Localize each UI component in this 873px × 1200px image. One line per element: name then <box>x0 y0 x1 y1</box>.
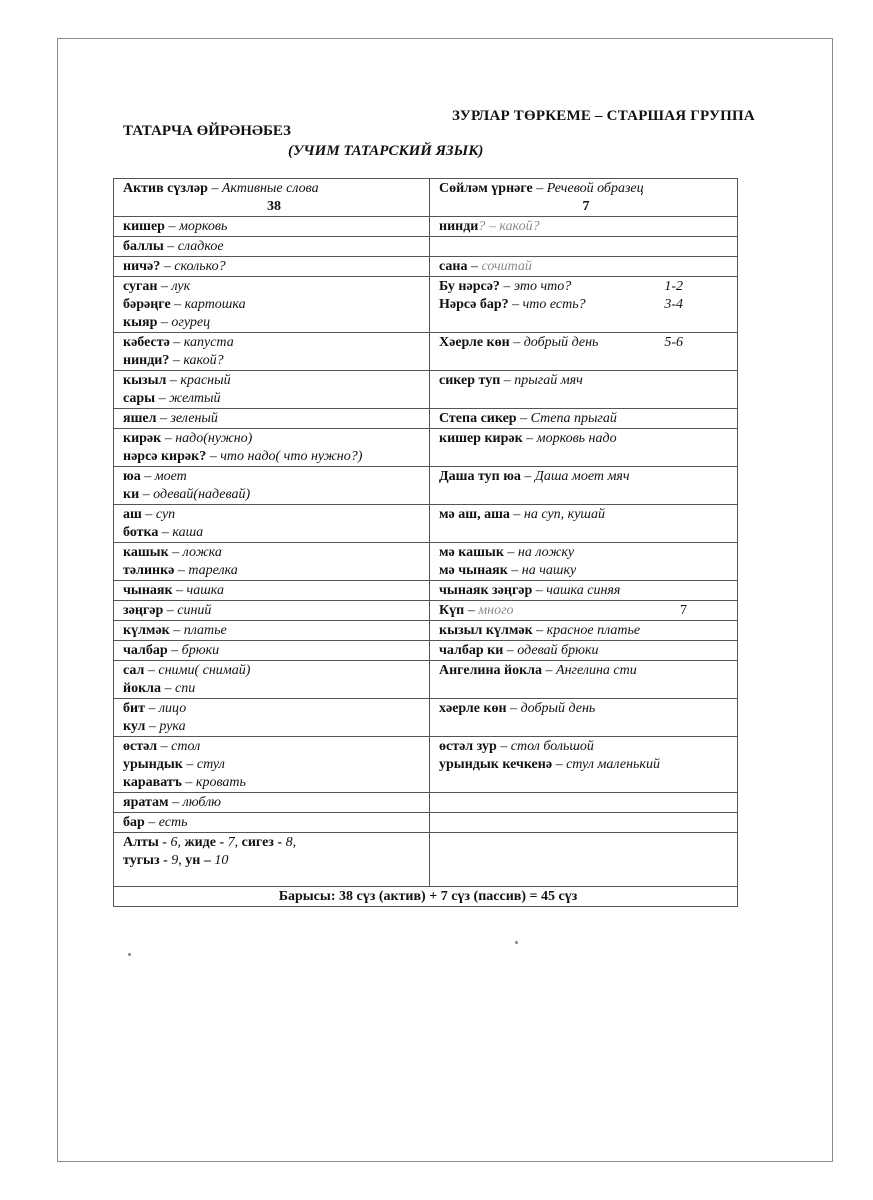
document-title: ТАТАРЧА ӨЙРӘНӘБЕЗ <box>123 123 291 139</box>
scan-speck <box>128 953 131 956</box>
speech-sample-count: 7 <box>582 199 590 214</box>
document-subtitle: (УЧИМ ТАТАРСКИЙ ЯЗЫК) <box>288 143 484 159</box>
table-row: кызыл – красный сары – желтый сикер туп – прыгай мяч <box>114 371 738 409</box>
table-row: яратам – люблю <box>114 793 738 813</box>
table-row: чынаяк – чашка чынаяк зәңгәр – чашка синяя <box>114 581 738 601</box>
table-header-row <box>114 179 738 217</box>
table-row: бит – лицо кул – рука хәерле көн – добрый день <box>114 699 738 737</box>
table-row: зәңгәр – синий Күп – много 7 <box>114 601 738 621</box>
table-row: яшел – зеленый Степа сикер – Степа прыгай <box>114 409 738 429</box>
table-row: кашык – ложка тәлинкә – тарелка мә кашык – на ложку мә чынаяк – на чашку <box>114 543 738 581</box>
active-words-header: Актив сүзләр – Активные слова 38 <box>114 179 430 217</box>
table-row: баллы – сладкое <box>114 237 738 257</box>
table-row: сал – сними( снимай) йокла – спи Ангелина йокла – Ангелина сти <box>114 661 738 699</box>
speech-sample-header: Сөйләм үрнәге – Речевой образец 7 <box>430 179 738 217</box>
table-row: бар – есть <box>114 813 738 833</box>
table-row: кирәк – надо(нужно) нәрсә кирәк? – что надо( что нужно?) кишер кирәк – морковь надо <box>114 429 738 467</box>
total-summary: Барысы: 38 сүз (актив) + 7 сүз (пассив) = 45 сүз <box>114 887 738 907</box>
table-row: кәбестә – капуста нинди? – какой? Хәерле көн – добрый день 5-6 <box>114 333 738 371</box>
table-row: чалбар – брюки чалбар ки – одевай брюки <box>114 641 738 661</box>
table-row: ничә? – сколько? сана – сочитай <box>114 257 738 277</box>
table-row: юа – моет ки – одевай(надевай) Даша туп юа – Даша моет мяч <box>114 467 738 505</box>
table-row: суган – лук бәрәңге – картошка кыяр – огурец Бу нәрсә? – это что? 1-2 Нәрсә бар? – что есть? 3-4 <box>114 277 738 333</box>
table-row: өстәл – стол урындык – стул караватъ – кровать өстәл зур – стол большой урындык кечкенә – стул маленький <box>114 737 738 793</box>
table-row: аш – суп ботка – каша мә аш, аша – на суп, кушай <box>114 505 738 543</box>
table-row: кишер – морковь нинди? – какой? <box>114 217 738 237</box>
active-words-count: 38 <box>267 199 281 214</box>
vocabulary-table <box>113 178 738 907</box>
table-row: Алты - 6, жиде - 7, сигез - 8, тугыз - 9, ун – 10 <box>114 833 738 887</box>
table-row: күлмәк – платье кызыл күлмәк – красное платье <box>114 621 738 641</box>
total-row <box>114 887 738 907</box>
group-title: ЗУРЛАР ТӨРКЕМЕ – СТАРШАЯ ГРУППА <box>452 108 755 124</box>
scan-speck <box>515 941 518 944</box>
